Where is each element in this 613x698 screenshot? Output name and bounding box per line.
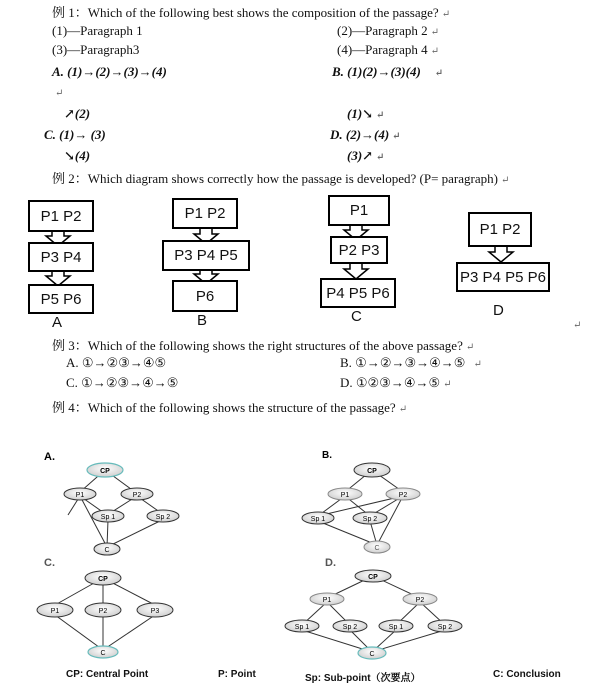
ex4-d-node-sp2-b: Sp 2 xyxy=(437,624,453,631)
ex4-diagrams xyxy=(0,440,613,665)
ex1-item-3: (3)—Paragraph3 xyxy=(52,42,140,57)
ex4-b-node-c: C xyxy=(374,545,380,552)
ex1-item-4: (4)—Paragraph 4 ↵ xyxy=(337,42,439,57)
ex2-b-box-3: P6 xyxy=(172,280,238,312)
ex1-question: 例 1：Which of the following best shows the composition of the passage? ↵ xyxy=(52,5,451,20)
ex1-option-d-top: (1)↘ ↵ xyxy=(347,106,385,121)
ex4-a-node-c: C xyxy=(104,547,110,554)
ex4-label-c: C. xyxy=(44,557,55,569)
ex2-d-box-1: P1 P2 xyxy=(468,212,532,247)
ex4-b-nodes xyxy=(302,463,420,553)
ex4-b-node-sp2: Sp 2 xyxy=(362,516,378,523)
ex3-option-b: B. ①→②→③→④→⑤ ↵ xyxy=(340,355,482,370)
ex4-b-node-cp: CP xyxy=(367,468,377,475)
ex1-option-c: C. (1)→ (3) xyxy=(44,127,106,142)
ex4-label-a: A. xyxy=(44,451,55,463)
ex2-end-mark: ↵ xyxy=(573,320,582,331)
ex4-d-node-sp2-a: Sp 2 xyxy=(342,624,358,631)
ex1-blank-mark: ↵ xyxy=(55,88,64,99)
ex4-d-node-cp: CP xyxy=(368,574,378,581)
ex3-option-c: C. ①→②③→④→⑤ xyxy=(66,375,179,390)
ex4-c-node-p2: P2 xyxy=(98,608,108,615)
ex4-c-node-cp: CP xyxy=(98,576,108,583)
ex4-d-node-c: C xyxy=(369,651,375,658)
ex3-option-a: A. ①→②③→④⑤ xyxy=(66,355,167,370)
ex4-d-node-p1: P1 xyxy=(322,597,332,604)
ex3-option-d: D. ①②③→④→⑤ ↵ xyxy=(340,375,452,390)
legend-sp: Sp: Sub-point（次要点） xyxy=(305,673,421,684)
ex4-question: 例 4：Which of the following shows the structure of the passage? ↵ xyxy=(52,400,408,415)
ex1-option-c-top: ↗(2) xyxy=(64,106,91,121)
ex2-d-box-2: P3 P4 P5 P6 xyxy=(456,262,550,292)
ex1-option-b: B. (1)(2)→(3)(4) ↵ xyxy=(332,64,444,79)
legend-cp: CP: Central Point xyxy=(66,669,149,680)
ex4-a-edges xyxy=(68,470,164,547)
ex4-a-node-sp1: Sp 1 xyxy=(100,514,116,521)
ex3-question: 例 3：Which of the following shows the right structures of the above passage? ↵ xyxy=(52,338,475,353)
ex2-c-box-3: P4 P5 P6 xyxy=(320,278,396,308)
ex2-c-box-2: P2 P3 xyxy=(330,236,388,264)
ex4-d-edges xyxy=(302,576,445,652)
ex2-d-label: D xyxy=(493,302,504,319)
ex2-question: 例 2：Which diagram shows correctly how the passage is developed? (P= paragraph) ↵ xyxy=(52,171,510,186)
ex1-option-d: D. (2)→(4) ↵ xyxy=(330,127,401,142)
ex1-item-1: (1)—Paragraph 1 xyxy=(52,23,143,38)
ex4-b-node-p2: P2 xyxy=(398,492,408,499)
ex4-c-node-c: C xyxy=(100,650,106,657)
ex4-d-node-sp1-a: Sp 1 xyxy=(294,624,310,631)
ex2-b-box-2: P3 P4 P5 xyxy=(162,240,250,271)
ex4-d-nodes xyxy=(285,570,462,659)
ex1-option-c-bottom: ↘(4) xyxy=(64,148,91,163)
ex2-b-label: B xyxy=(197,312,208,329)
ex1-item-2: (2)—Paragraph 2 ↵ xyxy=(337,23,439,38)
ex4-b-node-sp1: Sp 1 xyxy=(310,516,326,523)
ex4-c-nodes xyxy=(37,571,173,658)
ex1-option-d-bottom: (3)↗ ↵ xyxy=(347,148,385,163)
ex4-b-node-p1: P1 xyxy=(340,492,350,499)
ex2-a-box-3: P5 P6 xyxy=(28,284,94,314)
ex4-d-node-sp1-b: Sp 1 xyxy=(388,624,404,631)
legend-c: C: Conclusion xyxy=(493,669,561,680)
ex2-a-box-2: P3 P4 xyxy=(28,242,94,272)
ex4-a-node-p2: P2 xyxy=(132,492,142,499)
ex4-label-b: B. xyxy=(322,450,332,461)
ex4-d-node-p2: P2 xyxy=(415,597,425,604)
ex4-a-nodes xyxy=(64,463,179,555)
ex4-b-edges xyxy=(318,470,403,545)
ex2-a-label: A xyxy=(52,314,63,331)
ex4-a-node-cp: CP xyxy=(100,468,110,475)
ex2-a-box-1: P1 P2 xyxy=(28,200,94,232)
legend-p: P: Point xyxy=(218,669,256,680)
ex4-a-node-p1: P1 xyxy=(75,492,85,499)
ex2-c-label: C xyxy=(351,308,362,325)
ex4-c-node-p3: P3 xyxy=(150,608,160,615)
ex4-label-d: D. xyxy=(325,557,336,569)
ex2-c-box-1: P1 xyxy=(328,195,390,226)
ex4-a-node-sp2: Sp 2 xyxy=(155,514,171,521)
ex4-c-node-p1: P1 xyxy=(50,608,60,615)
ex2-b-box-1: P1 P2 xyxy=(172,198,238,229)
ex1-option-a: A. (1)→(2)→(3)→(4) xyxy=(52,64,167,79)
